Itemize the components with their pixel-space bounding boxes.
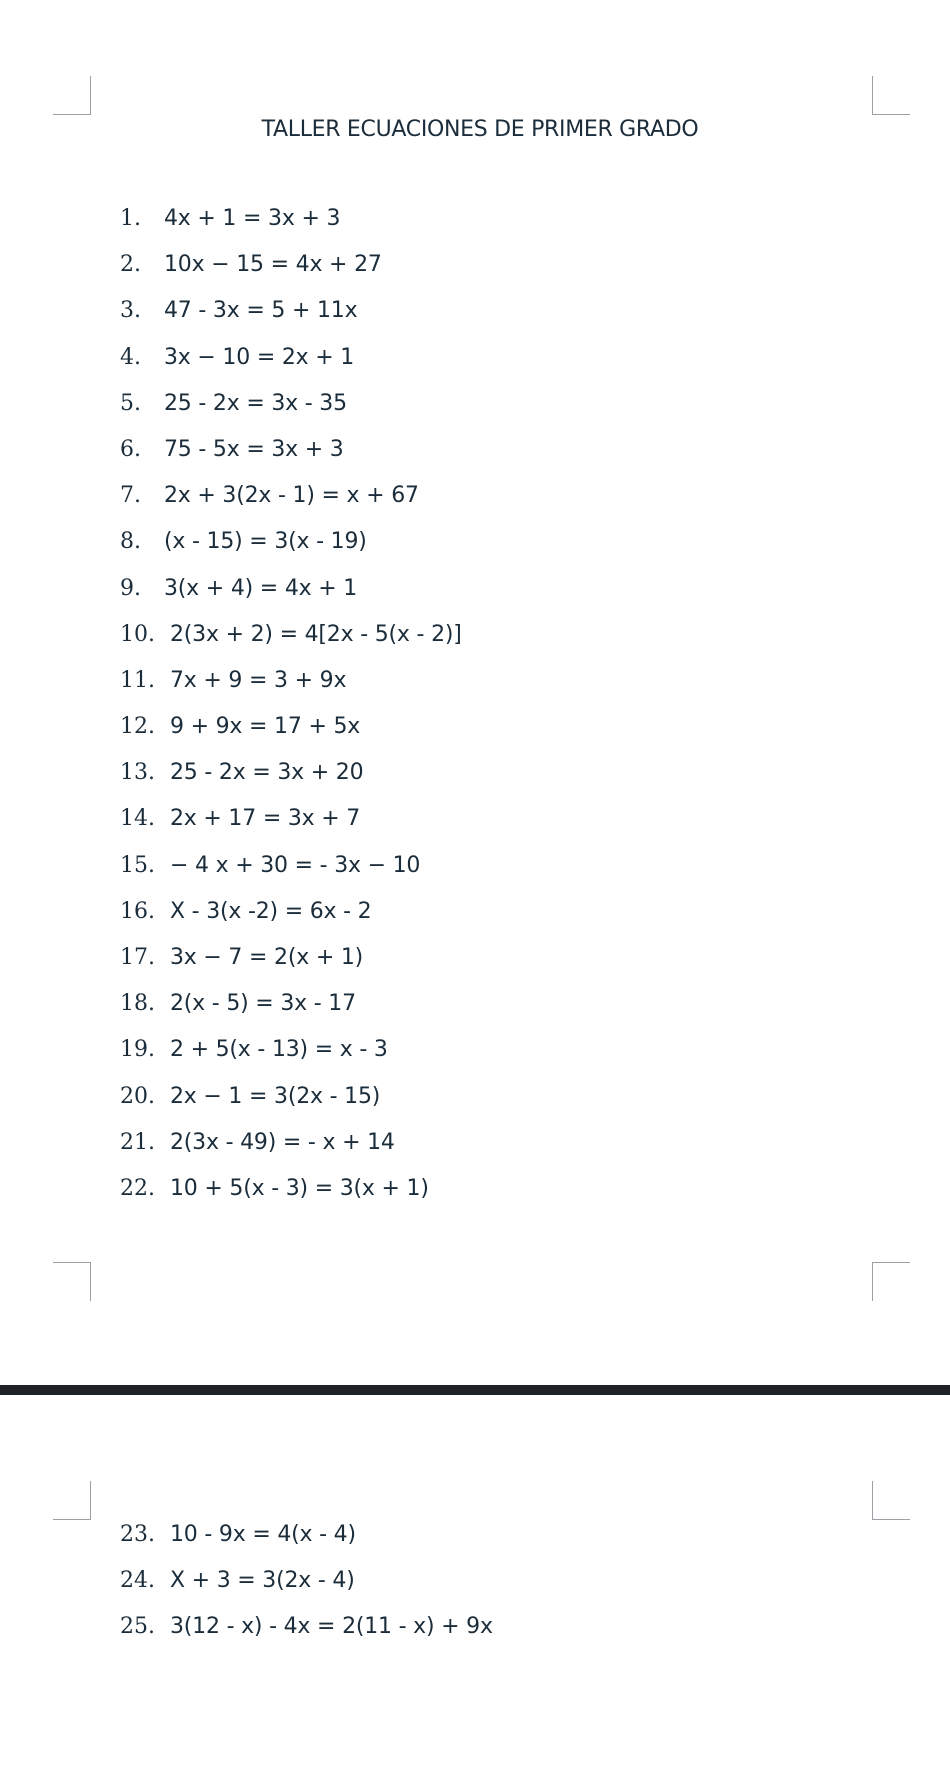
equation-item — [120, 1176, 462, 1222]
equation-number: 4. — [120, 344, 141, 370]
equation-text: X - 3(x -2) = 6x - 2 — [170, 898, 372, 924]
equation-list — [120, 206, 462, 1222]
equation-number: 2. — [120, 252, 141, 278]
equation-item — [120, 1037, 462, 1083]
equation-item — [120, 806, 462, 852]
equation-text: (x - 15) = 3(x - 19) — [164, 529, 367, 555]
equation-number: 15. — [120, 852, 155, 878]
equation-number: 13. — [120, 760, 155, 786]
equation-text: 10 + 5(x - 3) = 3(x + 1) — [170, 1175, 429, 1201]
equation-text: 2x + 3(2x - 1) = x + 67 — [164, 483, 419, 509]
equation-item — [120, 1522, 493, 1568]
equation-item — [120, 622, 462, 668]
equation-text: 4x + 1 = 3x + 3 — [164, 206, 341, 231]
equation-text: 25 - 2x = 3x + 20 — [170, 760, 364, 786]
equation-number: 14. — [120, 806, 155, 832]
equation-number: 24. — [120, 1568, 155, 1594]
equation-text: 3(x + 4) = 4x + 1 — [164, 575, 358, 601]
equation-number: 6. — [120, 436, 141, 462]
equation-item — [120, 760, 462, 806]
equation-number: 17. — [120, 945, 155, 970]
equation-text: 7x + 9 = 3 + 9x — [170, 667, 347, 693]
equation-text: 2(3x + 2) = 4[2x - 5(x - 2)] — [170, 621, 462, 647]
equation-item — [120, 298, 462, 344]
equation-item — [120, 945, 462, 991]
equation-text: 2 + 5(x - 13) = x - 3 — [170, 1037, 388, 1063]
equation-text: X + 3 = 3(2x - 4) — [170, 1568, 355, 1594]
crop-mark-top-right — [872, 1481, 910, 1520]
equation-item — [120, 483, 462, 529]
equation-number: 12. — [120, 714, 155, 740]
equation-item — [120, 991, 462, 1037]
equation-number: 20. — [120, 1083, 155, 1109]
equation-item — [120, 252, 462, 298]
page-separator — [0, 1385, 950, 1395]
crop-mark-top-left — [53, 76, 91, 115]
equation-item — [120, 529, 462, 575]
equation-item — [120, 1568, 493, 1614]
equation-text: 25 - 2x = 3x - 35 — [164, 390, 347, 416]
equation-item — [120, 1084, 462, 1130]
equation-number: 25. — [120, 1614, 155, 1640]
equation-number: 16. — [120, 898, 155, 924]
equation-item — [120, 1130, 462, 1176]
equation-number: 3. — [120, 298, 141, 324]
equation-item — [120, 391, 462, 437]
equation-number: 8. — [120, 529, 141, 555]
equation-number: 1. — [120, 206, 141, 231]
equation-item — [120, 345, 462, 391]
equation-text: 9 + 9x = 17 + 5x — [170, 714, 361, 740]
equation-text: 2(3x - 49) = - x + 14 — [170, 1129, 395, 1155]
equation-item — [120, 714, 462, 760]
equation-text: 3x − 10 = 2x + 1 — [164, 344, 355, 370]
equation-item — [120, 206, 462, 252]
equation-text: 3(12 - x) - 4x = 2(11 - x) + 9x — [170, 1614, 493, 1640]
equation-number: 19. — [120, 1037, 155, 1063]
equation-item — [120, 576, 462, 622]
equation-item — [120, 668, 462, 714]
equation-number: 9. — [120, 575, 141, 601]
equation-number: 11. — [120, 667, 155, 693]
equation-number: 10. — [120, 621, 155, 647]
equation-text: 47 - 3x = 5 + 11x — [164, 298, 358, 324]
equation-item — [120, 1614, 493, 1660]
equation-item — [120, 853, 462, 899]
equation-number: 18. — [120, 991, 155, 1017]
crop-mark-bottom-left — [53, 1262, 91, 1301]
equation-item — [120, 899, 462, 945]
crop-mark-top-right — [872, 76, 910, 115]
equation-text: 2(x - 5) = 3x - 17 — [170, 991, 356, 1017]
page-title: TALLER ECUACIONES DE PRIMER GRADO — [261, 117, 699, 142]
equation-text: 2x − 1 = 3(2x - 15) — [170, 1083, 381, 1109]
equation-number: 23. — [120, 1522, 155, 1547]
equation-list-continued — [120, 1522, 493, 1661]
equation-text: 10x − 15 = 4x + 27 — [164, 252, 382, 278]
crop-mark-bottom-right — [872, 1262, 910, 1301]
equation-text: 3x − 7 = 2(x + 1) — [170, 945, 364, 970]
document-page-2 — [0, 1398, 950, 1785]
equation-text: 2x + 17 = 3x + 7 — [170, 806, 361, 832]
equation-number: 5. — [120, 390, 141, 416]
equation-item — [120, 437, 462, 483]
crop-mark-top-left — [53, 1481, 91, 1520]
equation-text: 75 - 5x = 3x + 3 — [164, 436, 344, 462]
equation-number: 22. — [120, 1175, 155, 1201]
equation-number: 21. — [120, 1129, 155, 1155]
equation-text: − 4 x + 30 = - 3x − 10 — [170, 852, 421, 878]
equation-text: 10 - 9x = 4(x - 4) — [170, 1522, 356, 1547]
equation-number: 7. — [120, 483, 141, 509]
